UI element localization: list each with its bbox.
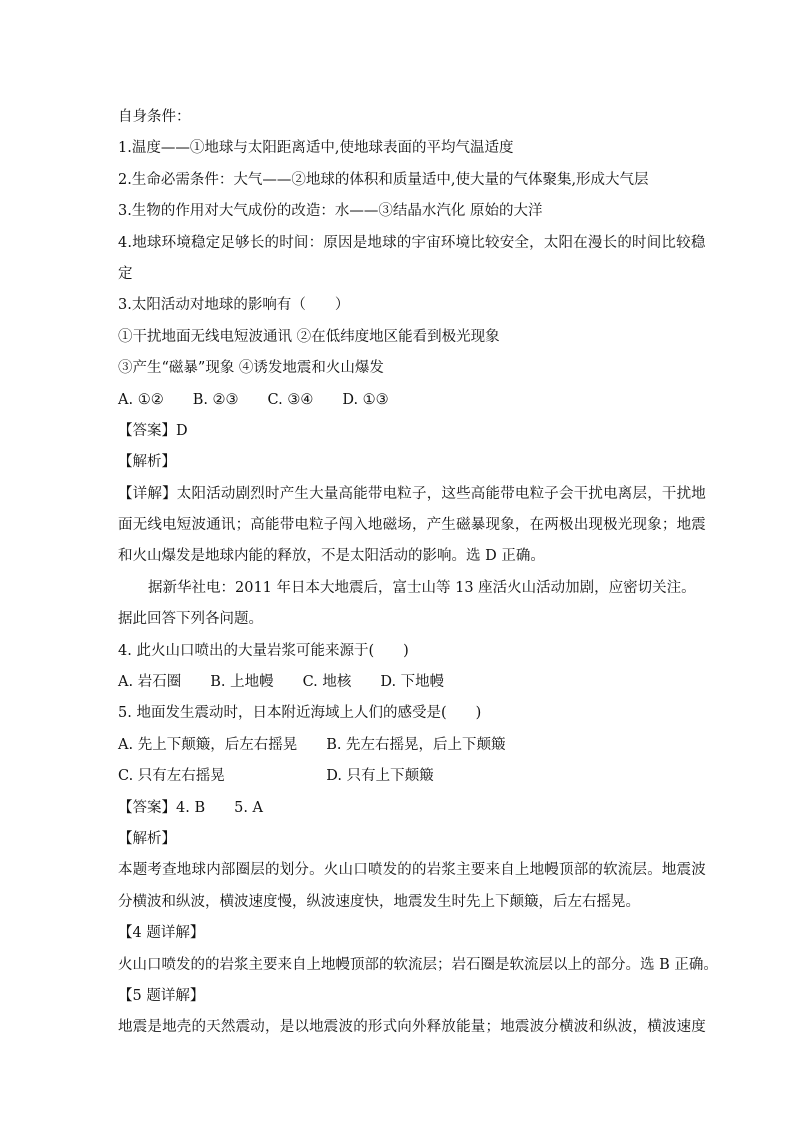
text-line: 2.生命必需条件：大气——②地球的体积和质量适中,使大量的气体聚集,形成大气层: [118, 171, 649, 188]
text-line: 自身条件：: [118, 109, 191, 125]
question-4-detail-label: 【4 题详解】: [118, 925, 205, 942]
question-5-options-cd: C. 只有左右摇晃 D. 只有上下颠簸: [118, 768, 434, 785]
analysis-label: 【解析】: [118, 830, 176, 847]
question-5-detail-label: 【5 题详解】: [118, 987, 205, 1004]
text-line: 1.温度——①地球与太阳距离适中,使地球表面的平均气温适度: [118, 140, 514, 157]
text-line: 定: [118, 265, 133, 282]
text-line: 4.地球环境稳定足够长的时间：原因是地球的宇宙环境比较安全，太阳在漫长的时间比较稳: [118, 234, 706, 251]
question-3-options: A. ①② B. ②③ C. ③④ D. ①③: [118, 391, 389, 408]
analysis-line: 分横波和纵波，横波速度慢，纵波速度快，地震发生时先上下颠簸，后左右摇晃。: [118, 893, 640, 910]
document-body: [118, 102, 718, 1044]
question-5-stem: 5. 地面发生震动时，日本附近海域上人们的感受是( ): [118, 705, 482, 722]
question-5-detail: 地震是地壳的天然震动，是以地震波的形式向外释放能量；地震波分横波和纵波，横波速度: [118, 1019, 706, 1036]
detail-line: 和火山爆发是地球内能的释放，不是太阳活动的影响。选 D 正确。: [118, 548, 545, 565]
analysis-line: 本题考查地球内部圈层的划分。火山口喷发的的岩浆主要来自上地幔顶部的软流层。地震波: [118, 862, 706, 879]
answer-label: 【答案】D: [118, 422, 188, 439]
answer-label: 【答案】4. B 5. A: [118, 799, 264, 816]
question-4-stem: 4. 此火山口喷出的大量岩浆可能来源于( ): [118, 642, 409, 659]
question-3-statements-1: ①干扰地面无线电短波通讯 ②在低纬度地区能看到极光现象: [118, 328, 500, 345]
detail-line: 【详解】太阳活动剧烈时产生大量高能带电粒子，这些高能带电粒子会干扰电离层，干扰地: [118, 485, 706, 502]
question-5-options-ab: A. 先上下颠簸，后左右摇晃 B. 先左右摇晃，后上下颠簸: [118, 736, 506, 753]
news-instruction: 据此回答下列各问题。: [118, 611, 263, 628]
analysis-label: 【解析】: [118, 454, 176, 471]
question-4-options: A. 岩石圈 B. 上地幔 C. 地核 D. 下地幔: [118, 674, 445, 691]
detail-line: 面无线电短波通讯；高能带电粒子闯入地磁场，产生磁暴现象，在两极出现极光现象；地震: [118, 517, 706, 534]
news-passage: 据新华社电：2011 年日本大地震后，富士山等 13 座活火山活动加剧，应密切关注。: [148, 579, 696, 596]
question-4-detail: 火山口喷发的的岩浆主要来自上地幔顶部的软流层；岩石圈是软流层以上的部分。选 B 正确。: [118, 956, 718, 973]
text-line: 3.生物的作用对大气成份的改造：水——③结晶水汽化 原始的大洋: [118, 203, 543, 220]
question-3-stem: 3.太阳活动对地球的影响有（ ）: [118, 297, 350, 314]
question-3-statements-2: ③产生“磁暴”现象 ④诱发地震和火山爆发: [118, 360, 384, 377]
